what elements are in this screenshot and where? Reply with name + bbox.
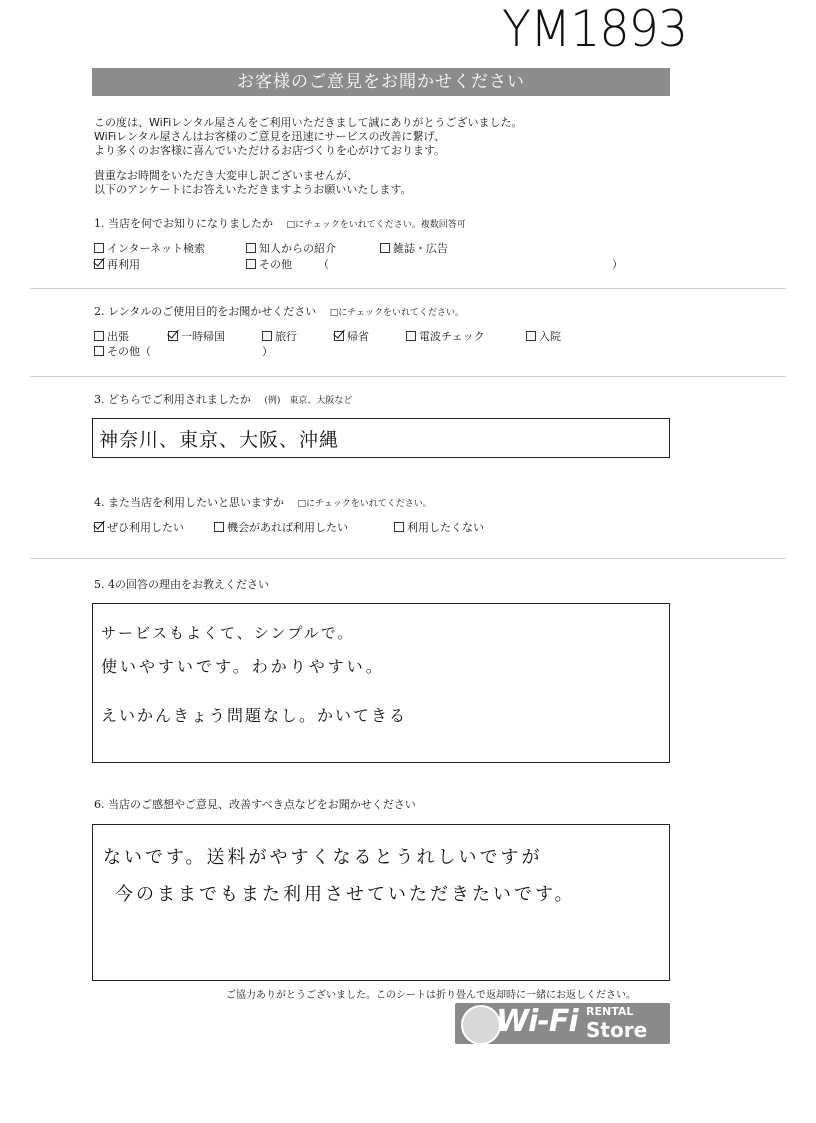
- checkbox[interactable]: [394, 522, 404, 532]
- page-title: お客様のご意見をお聞かせください: [92, 68, 670, 96]
- q2-note: □にチェックをいれてください。: [329, 308, 465, 318]
- q6-answer-line: 今のままでもまた利用させていただきたいです。: [115, 884, 576, 905]
- q4-note: □にチェックをいれてください。: [297, 499, 432, 509]
- intro-line-4: 貴重なお時間をいただき大変申し訳ございませんが、: [94, 169, 358, 182]
- intro-line-2: WiFiレンタル屋さんはお客様のご意見を迅速にサービスの改善に繋げ、: [94, 130, 446, 143]
- divider: [30, 288, 786, 289]
- checkbox[interactable]: [262, 331, 272, 341]
- divider: [30, 376, 786, 377]
- intro-line-5: 以下のアンケートにお答えいただきますようお願いいたします。: [94, 183, 412, 196]
- q2-option-other[interactable]: その他（: [94, 345, 151, 359]
- q5-answer-line: えいかんきょう問題なし。かいてきる: [101, 706, 408, 725]
- checkbox[interactable]: [94, 346, 104, 356]
- q3-answer-text: 神奈川、東京、大阪、沖縄: [99, 429, 340, 451]
- q6-label: 6. 当店のご感想やご意見、改善すべき点などをお聞かせください: [94, 798, 416, 811]
- checkbox[interactable]: [406, 331, 416, 341]
- q4-question: 4. また当店を利用したいと思いますか: [94, 496, 284, 509]
- checkbox[interactable]: [380, 243, 390, 253]
- checkbox[interactable]: [94, 331, 104, 341]
- q2-option[interactable]: 帰省: [334, 330, 369, 344]
- logo-rental-text: RENTAL: [586, 1005, 634, 1018]
- q2-option[interactable]: 電波チェック: [406, 330, 485, 344]
- q2-option[interactable]: 一時帰国: [168, 330, 225, 344]
- q5-answer-line: 使いやすいです。わかりやすい。: [101, 657, 385, 676]
- q6-answer-field[interactable]: [92, 824, 670, 981]
- q2-other-close-paren: ）: [262, 345, 273, 358]
- q1-option[interactable]: 再利用: [94, 258, 140, 272]
- q1-option-other[interactable]: その他: [246, 258, 292, 272]
- checkbox[interactable]: [246, 243, 256, 253]
- checkbox[interactable]: [214, 522, 224, 532]
- q3-example: (例) 東京、大阪など: [264, 396, 353, 406]
- q5-answer-field[interactable]: [92, 603, 670, 763]
- q3-question: 3. どちらでご利用されましたか: [94, 393, 251, 406]
- q2-question: 2. レンタルのご使用目的をお聞かせください: [94, 305, 317, 318]
- q3-label: [94, 391, 352, 407]
- q4-option[interactable]: 利用したくない: [394, 521, 484, 535]
- logo-store-text: Store: [586, 1018, 648, 1042]
- q1-other-close-paren: ）: [612, 258, 623, 271]
- q4-option[interactable]: ぜひ利用したい: [94, 521, 184, 535]
- q1-label: [94, 215, 466, 231]
- q5-label: 5. 4の回答の理由をお教えください: [94, 578, 269, 591]
- checkbox-checked[interactable]: [168, 331, 178, 341]
- form-id-handwritten: YM1893: [502, 0, 688, 58]
- q2-option[interactable]: 入院: [526, 330, 561, 344]
- checkbox[interactable]: [526, 331, 536, 341]
- q2-label: [94, 303, 464, 319]
- logo-mascot-icon: [461, 1005, 501, 1045]
- q1-option[interactable]: 知人からの紹介: [246, 242, 336, 256]
- q2-option[interactable]: 旅行: [262, 330, 297, 344]
- checkbox-checked[interactable]: [94, 259, 104, 269]
- q5-answer-line: サービスもよくて、シンプルで。: [101, 624, 355, 642]
- q4-option[interactable]: 機会があれば利用したい: [214, 521, 348, 535]
- intro-line-3: より多くのお客様に喜んでいただけるお店づくりを心がけております。: [94, 144, 446, 157]
- q1-question: 1. 当店を何でお知りになりましたか: [94, 217, 273, 230]
- intro-line-1: この度は、WiFiレンタル屋さんをご利用いただきまして誠にありがとうございました。: [94, 116, 523, 129]
- checkbox[interactable]: [246, 259, 256, 269]
- q6-answer-line: ないです。送料がやすくなるとうれしいですが: [103, 847, 543, 868]
- q1-option[interactable]: インターネット検索: [94, 242, 205, 256]
- q1-note: □にチェックをいれてください。複数回答可: [286, 220, 466, 230]
- divider: [30, 558, 786, 559]
- checkbox-checked[interactable]: [94, 522, 104, 532]
- checkbox[interactable]: [94, 243, 104, 253]
- footer-thanks: ご協力ありがとうございました。このシートは折り畳んで返却時に一緒にお返しください。: [226, 990, 636, 1001]
- q1-option[interactable]: 雑誌・広告: [380, 242, 448, 256]
- logo-wifi-text: Wi-Fi: [496, 1004, 578, 1039]
- q2-option[interactable]: 出張: [94, 330, 129, 344]
- q1-other-open-paren: （: [318, 258, 329, 271]
- q3-answer-field[interactable]: [92, 418, 670, 458]
- checkbox-checked[interactable]: [334, 331, 344, 341]
- q4-label: [94, 494, 432, 510]
